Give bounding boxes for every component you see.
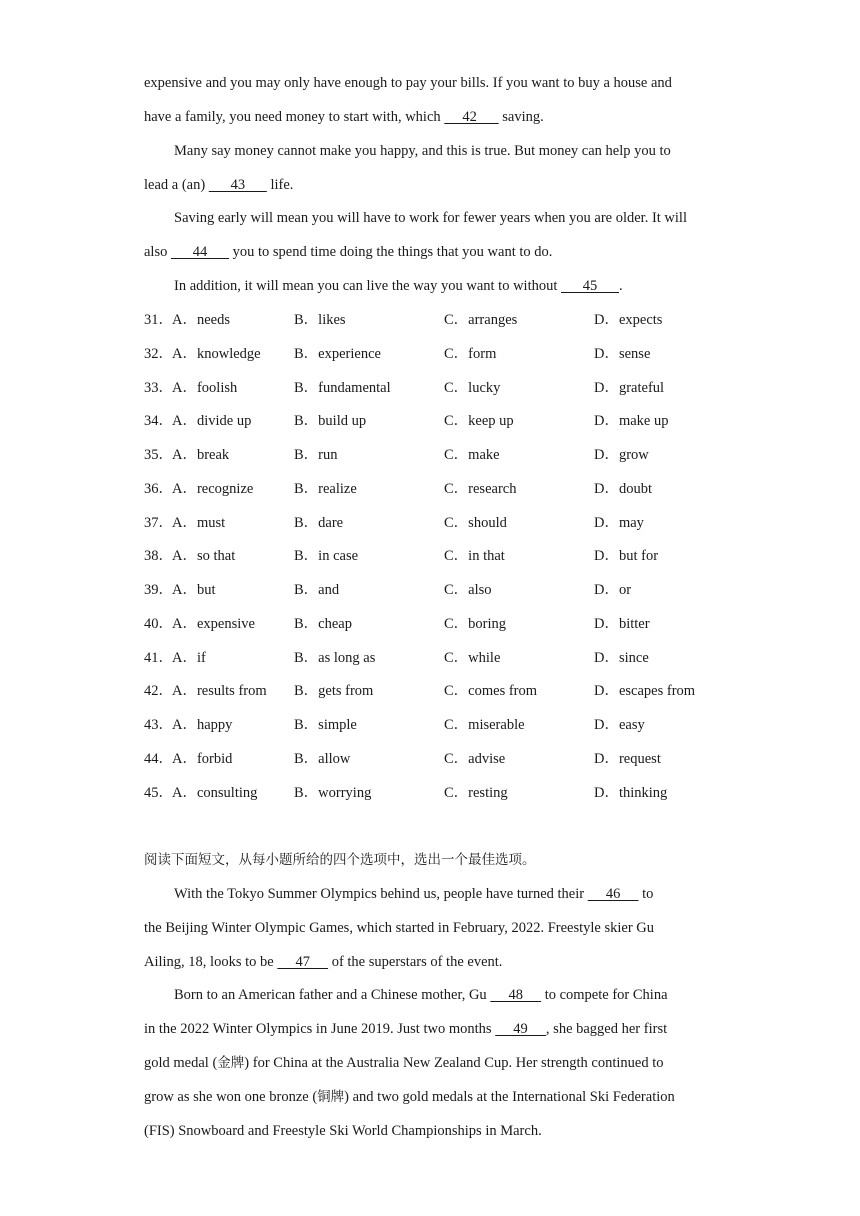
question-number: 35． — [144, 447, 173, 463]
passage-line — [144, 242, 552, 262]
instruction-text: 阅读下面短文，从每小题所给的四个选项中，选出一个最佳选项。 — [144, 852, 536, 868]
passage-text: saving. — [498, 109, 544, 125]
blank-42: 42 — [444, 109, 499, 125]
passage-text: (FIS) Snowboard and Freestyle Ski World Championships in March. — [144, 1123, 542, 1139]
option-row-31 — [144, 310, 724, 330]
option-a: A．happy — [172, 717, 233, 733]
option-c: C．advise — [444, 751, 506, 767]
option-d: D．thinking — [594, 785, 668, 801]
option-row-34 — [144, 411, 724, 431]
passage-line — [144, 73, 672, 93]
option-a: A．expensive — [172, 616, 255, 632]
option-b: B．build up — [294, 413, 367, 429]
gloss-text: 金牌 — [217, 1055, 245, 1071]
option-c: C．lucky — [444, 380, 501, 396]
option-d: D．sense — [594, 346, 651, 362]
option-a: A．knowledge — [172, 346, 261, 362]
question-number: 37． — [144, 515, 173, 531]
passage-text: ) for China at the Australia New Zealand Cup. Her strength continued to — [244, 1055, 664, 1071]
option-a: A．recognize — [172, 481, 254, 497]
question-number: 42． — [144, 683, 173, 699]
passage-text: expensive and you may only have enough to pay your bills. If you want to buy a house and — [144, 75, 672, 91]
option-b: B．in case — [294, 548, 359, 564]
blank-43: 43 — [208, 177, 267, 193]
option-b: B．fundamental — [294, 380, 391, 396]
passage-line — [144, 918, 654, 938]
blank-46: 46 — [587, 886, 639, 902]
blank-47: 47 — [277, 954, 329, 970]
option-a: A．needs — [172, 312, 230, 328]
option-row-45 — [144, 783, 724, 803]
option-row-37 — [144, 513, 724, 533]
option-d: D．grow — [594, 447, 649, 463]
option-b: B．gets from — [294, 683, 374, 699]
question-number: 44． — [144, 751, 173, 767]
option-d: D．request — [594, 751, 661, 767]
option-row-38 — [144, 546, 724, 566]
option-d: D．or — [594, 582, 632, 598]
question-number: 40． — [144, 616, 173, 632]
gloss-text: 铜牌 — [317, 1089, 345, 1105]
option-row-33 — [144, 378, 724, 398]
option-c: C．in that — [444, 548, 505, 564]
option-row-44 — [144, 749, 724, 769]
passage-text: Many say money cannot make you happy, and this is true. But money can help you to — [174, 143, 671, 159]
option-a: A．divide up — [172, 413, 252, 429]
passage-text: you to spend time doing the things that you want to do. — [228, 244, 553, 260]
option-a: A．forbid — [172, 751, 233, 767]
passage-line — [144, 175, 293, 195]
question-number: 39． — [144, 582, 173, 598]
option-row-39 — [144, 580, 724, 600]
passage-text: grow as she won one bronze ( — [144, 1089, 318, 1105]
passage-line — [144, 107, 544, 127]
passage-text: With the Tokyo Summer Olympics behind us, people have turned their — [174, 886, 588, 902]
option-a: A．break — [172, 447, 230, 463]
passage-text: , she bagged her first — [545, 1021, 668, 1037]
passage-text: Ailing, 18, looks to be — [144, 954, 278, 970]
option-row-42 — [144, 681, 724, 701]
question-number: 45． — [144, 785, 173, 801]
passage-line — [174, 985, 668, 1005]
passage-text: Saving early will mean you will have to work for fewer years when you are older. It will — [174, 210, 687, 226]
passage-line — [174, 141, 671, 161]
question-number: 31． — [144, 312, 173, 328]
option-c: C．should — [444, 515, 507, 531]
option-c: C．research — [444, 481, 517, 497]
question-number: 38． — [144, 548, 173, 564]
passage-text: to — [638, 886, 654, 902]
passage-text: . — [619, 278, 623, 294]
option-c: C．while — [444, 650, 501, 666]
option-d: D．may — [594, 515, 644, 531]
option-c: C．boring — [444, 616, 507, 632]
passage-line — [144, 952, 502, 972]
passage-line — [144, 1121, 542, 1141]
passage-line — [174, 884, 653, 904]
question-number: 41． — [144, 650, 173, 666]
option-c: C．arranges — [444, 312, 518, 328]
option-c: C．form — [444, 346, 497, 362]
option-c: C．resting — [444, 785, 508, 801]
option-b: B．and — [294, 582, 340, 598]
option-d: D．bitter — [594, 616, 650, 632]
passage-text: to compete for China — [541, 987, 668, 1003]
option-d: D．but for — [594, 548, 659, 564]
blank-45: 45 — [561, 278, 619, 294]
option-b: B．run — [294, 447, 338, 463]
question-number: 32． — [144, 346, 173, 362]
option-b: B．cheap — [294, 616, 352, 632]
blank-48: 48 — [490, 987, 542, 1003]
option-c: C．keep up — [444, 413, 514, 429]
passage-line — [144, 1087, 675, 1107]
passage-line — [174, 276, 623, 296]
passage-text: also — [144, 244, 171, 260]
option-b: B．as long as — [294, 650, 376, 666]
passage-text: gold medal ( — [144, 1055, 218, 1071]
option-b: B．likes — [294, 312, 346, 328]
passage-line — [174, 208, 687, 228]
question-number: 36． — [144, 481, 173, 497]
blank-44: 44 — [170, 244, 229, 260]
passage-text: life. — [266, 177, 294, 193]
option-d: D．grateful — [594, 380, 665, 396]
option-d: D．expects — [594, 312, 663, 328]
question-number: 33． — [144, 380, 173, 396]
option-c: C．also — [444, 582, 492, 598]
section-instruction — [144, 850, 536, 870]
option-c: C．miserable — [444, 717, 525, 733]
passage-line — [144, 1053, 663, 1073]
passage-text: lead a (an) — [144, 177, 209, 193]
option-c: C．comes from — [444, 683, 538, 699]
option-row-41 — [144, 648, 724, 668]
passage-text: Born to an American father and a Chinese mother, Gu — [174, 987, 491, 1003]
passage-text: In addition, it will mean you can live the way you want to without — [174, 278, 561, 294]
option-b: B．allow — [294, 751, 351, 767]
passage-text: the Beijing Winter Olympic Games, which started in February, 2022. Freestyle skier Gu — [144, 920, 655, 936]
passage-text: ) and two gold medals at the International Ski Federation — [344, 1089, 675, 1105]
passage-text: in the 2022 Winter Olympics in June 2019. Just two months — [144, 1021, 496, 1037]
option-row-32 — [144, 344, 724, 364]
option-d: D．since — [594, 650, 649, 666]
option-d: D．doubt — [594, 481, 652, 497]
passage-line — [144, 1019, 667, 1039]
option-a: A．consulting — [172, 785, 258, 801]
option-a: A．must — [172, 515, 226, 531]
option-b: B．realize — [294, 481, 357, 497]
option-a: A．but — [172, 582, 216, 598]
option-a: A．if — [172, 650, 206, 666]
option-a: A．foolish — [172, 380, 238, 396]
blank-49: 49 — [495, 1021, 546, 1037]
option-b: B．dare — [294, 515, 344, 531]
option-d: D．easy — [594, 717, 645, 733]
option-row-36 — [144, 479, 724, 499]
option-d: D．escapes from — [594, 683, 696, 699]
option-a: A．so that — [172, 548, 236, 564]
option-b: B．experience — [294, 346, 381, 362]
question-number: 43． — [144, 717, 173, 733]
option-b: B．simple — [294, 717, 357, 733]
option-row-40 — [144, 614, 724, 634]
passage-text: have a family, you need money to start with, which — [144, 109, 445, 125]
option-b: B．worrying — [294, 785, 372, 801]
question-number: 34． — [144, 413, 173, 429]
option-row-43 — [144, 715, 724, 735]
option-d: D．make up — [594, 413, 669, 429]
option-c: C．make — [444, 447, 500, 463]
passage-text: of the superstars of the event. — [328, 954, 503, 970]
option-row-35 — [144, 445, 724, 465]
option-a: A．results from — [172, 683, 267, 699]
